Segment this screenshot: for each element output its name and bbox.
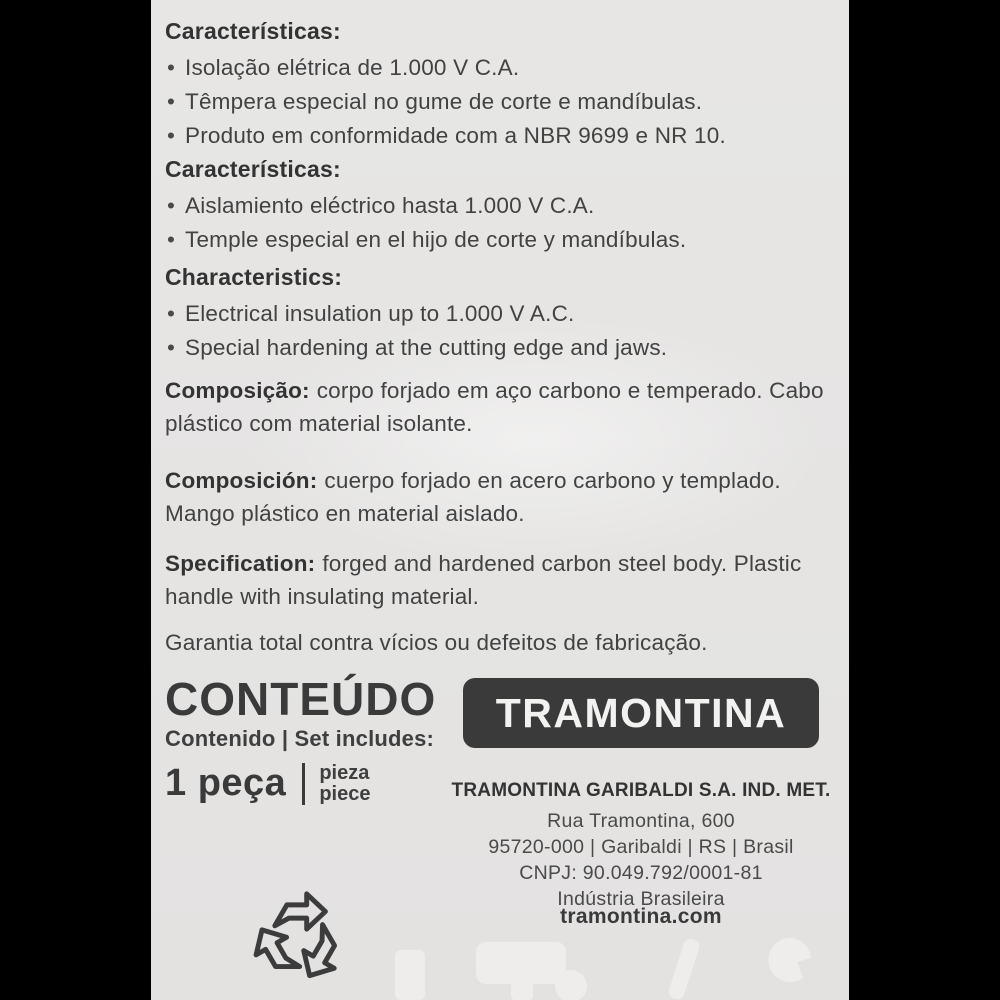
contents-subtitle: Contenido | Set includes: [165, 726, 435, 751]
tramontina-logo-text: TRAMONTINA [495, 689, 787, 736]
paragraph-composicao-pt [165, 374, 839, 440]
address-country: Indústria Brasileira [557, 888, 725, 910]
package-label [151, 0, 849, 1000]
quantity-translations [319, 763, 370, 805]
paragraph-text: cuerpo forjado en acero carbono y templado. Mango plástico en material aislado. [165, 468, 781, 526]
section-heading: Características: [165, 156, 341, 182]
section-heading: Characteristics: [165, 264, 343, 290]
quantity-value: 1 peça [165, 762, 287, 804]
section-caracteristicas-es [165, 156, 839, 257]
contents-quantity-row [165, 762, 465, 805]
warranty-text: Garantia total contra vícios ou defeitos de fabricação. [165, 630, 708, 655]
manufacturer-address [443, 780, 839, 912]
website-url: tramontina.com [560, 905, 722, 928]
contents-title: CONTEÚDO [165, 673, 437, 725]
company-name: TRAMONTINA GARIBALDI S.A. IND. MET. [451, 780, 831, 801]
section-characteristics-en [165, 264, 839, 365]
paragraph-specification-en [165, 547, 839, 613]
tools-watermark [151, 920, 849, 1000]
bullet-item: • Produto em conformidade com a NBR 9699 e NR 10. [165, 119, 839, 153]
paragraph-text: corpo forjado em aço carbono e temperado. Cabo plástico com material isolante. [165, 378, 824, 436]
bullet-item: • Special hardening at the cutting edge and jaws. [165, 331, 839, 365]
quantity-divider [302, 763, 305, 805]
paragraph-lead: Composição: [165, 378, 310, 403]
bullet-item: • Temple especial en el hijo de corte y mandíbulas. [165, 223, 839, 257]
address-city: 95720-000 | Garibaldi | RS | Brasil [488, 836, 794, 858]
paragraph-composicion-es [165, 464, 839, 530]
bullet-item: • Aislamiento eléctrico hasta 1.000 V C.A. [165, 189, 839, 223]
paragraph-lead: Specification: [165, 551, 316, 576]
bullet-item: • Têmpera especial no gume de corte e mandíbulas. [165, 85, 839, 119]
bullet-item: • Electrical insulation up to 1.000 V A.C. [165, 297, 839, 331]
address-street: Rua Tramontina, 600 [547, 810, 735, 832]
quantity-alt-en: piece [319, 782, 371, 805]
tramontina-logo [463, 678, 819, 748]
address-cnpj: CNPJ: 90.049.792/0001-81 [519, 862, 763, 884]
section-heading: Características: [165, 18, 341, 44]
quantity-alt-es: pieza [319, 761, 370, 784]
bullet-item: • Isolação elétrica de 1.000 V C.A. [165, 51, 839, 85]
paragraph-text: forged and hardened carbon steel body. Plastic handle with insulating material. [165, 551, 802, 609]
section-caracteristicas-pt [165, 18, 839, 153]
contents-block [165, 673, 465, 805]
paragraph-lead: Composición: [165, 468, 318, 493]
